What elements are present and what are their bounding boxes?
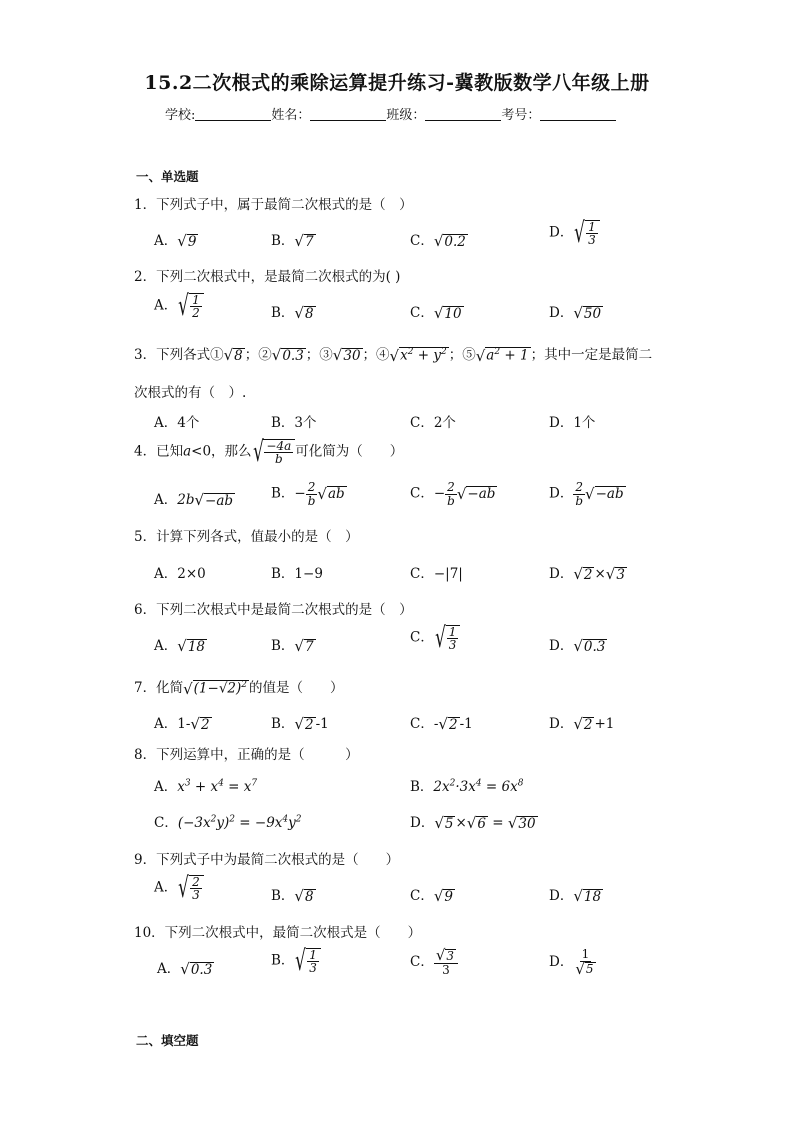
- q2-option-c[interactable]: C． √ 10: [410, 304, 462, 323]
- q2-option-d[interactable]: D． √ 50: [549, 304, 602, 323]
- q9-option-d[interactable]: D． √ 18: [549, 887, 602, 906]
- question-7-stem: 7．化简 √ $(1-√2)^2$ 的值是（ ）: [134, 679, 344, 698]
- q7-option-a[interactable]: A．1- √ 2: [154, 715, 210, 734]
- q8-option-b[interactable]: B．$2x^2\cdot 3x^4 = 6x^8$: [410, 778, 524, 795]
- q9-option-a[interactable]: A． √ $\frac{2}{3}$: [154, 874, 204, 902]
- q7-option-d[interactable]: D． √ 2 +1: [549, 715, 615, 734]
- number-blank[interactable]: [540, 107, 616, 121]
- question-4-stem: 4．已知a<0，那么 √ $\frac{-4a}{b}$ 可化简为（ ）: [134, 435, 404, 468]
- section-heading-fill-blank: 二、填空题: [136, 1033, 199, 1048]
- school-blank[interactable]: [195, 107, 271, 121]
- q7-option-c[interactable]: C．- √ 2 -1: [410, 715, 473, 734]
- student-info-line: [165, 104, 616, 123]
- question-10-stem: 10．下列二次根式中，最简二次根式是（ ）: [134, 925, 422, 941]
- q4-option-b[interactable]: B．− $\frac{2}{b}$ √ ab: [271, 480, 345, 508]
- q8-option-c[interactable]: C．$(-3x^2y)^2 = -9x^4y^2$: [154, 814, 302, 831]
- q1-option-b[interactable]: B． √ 7: [271, 232, 314, 251]
- q1-option-c[interactable]: C． √ 0.2: [410, 232, 466, 251]
- name-label: 姓名：: [271, 108, 311, 123]
- q4-option-d[interactable]: D． $\frac{2}{b}$ √ −ab: [549, 480, 624, 508]
- q5-option-c[interactable]: C．−|7|: [410, 566, 463, 582]
- q1-option-a[interactable]: A． √ 9: [154, 232, 197, 251]
- number-label: 考号：: [501, 108, 541, 123]
- q3-option-c[interactable]: C．2个: [410, 415, 456, 431]
- q3-option-b[interactable]: B．3个: [271, 415, 317, 431]
- question-3-stem-line1: 3．下列各式① √ 8 ；② √ 0.3 ；③ √ 30 ；④ √ $x^2 + y^2$ ；⑤ √ $a^2 + 1$ ；其中一定是最简二: [134, 346, 653, 365]
- q5-option-d[interactable]: D． √ 2 × √ 3: [549, 565, 625, 584]
- question-6-stem: 6．下列二次根式中是最简二次根式的是（ ）: [134, 602, 413, 618]
- q10-option-d[interactable]: D． 1 √ 5: [549, 947, 594, 978]
- q2-option-a[interactable]: A． √ $\frac{1}{2}$: [154, 292, 204, 320]
- page-title: 15.2二次根式的乘除运算提升练习-冀教版数学八年级上册: [144, 72, 650, 94]
- section-heading-single-choice: 一、单选题: [136, 169, 199, 184]
- q6-option-c[interactable]: C． √ $\frac{1}{3}$: [410, 624, 460, 652]
- q4-option-c[interactable]: C．− $\frac{2}{b}$ √ −ab: [410, 480, 496, 508]
- q2-option-b[interactable]: B． √ 8: [271, 304, 314, 323]
- q4-option-a[interactable]: A．2b √ −ab: [154, 491, 234, 510]
- q6-option-b[interactable]: B． √ 7: [271, 637, 314, 656]
- q3-option-a[interactable]: A．4个: [154, 415, 200, 431]
- question-9-stem: 9．下列式子中为最简二次根式的是（ ）: [134, 852, 400, 868]
- school-label: 学校:: [165, 108, 196, 123]
- q9-option-b[interactable]: B． √ 8: [271, 887, 314, 906]
- q10-option-c[interactable]: C． √ 3 3: [410, 948, 458, 977]
- q3-option-d[interactable]: D．1个: [549, 415, 596, 431]
- question-8-stem: 8．下列运算中，正确的是（ ）: [134, 747, 359, 763]
- question-1-stem: 1．下列式子中，属于最简二次根式的是（ ）: [134, 197, 413, 213]
- q10-option-b[interactable]: B． √ $\frac{1}{3}$: [271, 947, 321, 975]
- class-label: 班级：: [386, 108, 426, 123]
- q5-option-a[interactable]: A．2×0: [154, 566, 206, 582]
- q1-option-d[interactable]: D． √ $\frac{1}{3}$: [549, 219, 600, 247]
- q10-option-a[interactable]: A． √ 0.3: [157, 960, 213, 979]
- q9-option-c[interactable]: C． √ 9: [410, 887, 453, 906]
- class-blank[interactable]: [425, 107, 501, 121]
- name-blank[interactable]: [310, 107, 386, 121]
- question-3-stem-line2: 次根式的有（ ）.: [134, 385, 247, 401]
- q6-option-a[interactable]: A． √ 18: [154, 637, 205, 656]
- question-5-stem: 5．计算下列各式，值最小的是（ ）: [134, 529, 359, 545]
- q8-option-d[interactable]: D． √ 5 × √ 6 = √ 30: [410, 814, 536, 833]
- q8-option-a[interactable]: A．$x^3 + x^4 = x^7$: [154, 778, 258, 795]
- q5-option-b[interactable]: B．1−9: [271, 566, 323, 582]
- q7-option-b[interactable]: B． √ 2 -1: [271, 715, 329, 734]
- question-2-stem: 2．下列二次根式中，是最简二次根式的为( ): [134, 269, 401, 285]
- q6-option-d[interactable]: D． √ 0.3: [549, 637, 606, 656]
